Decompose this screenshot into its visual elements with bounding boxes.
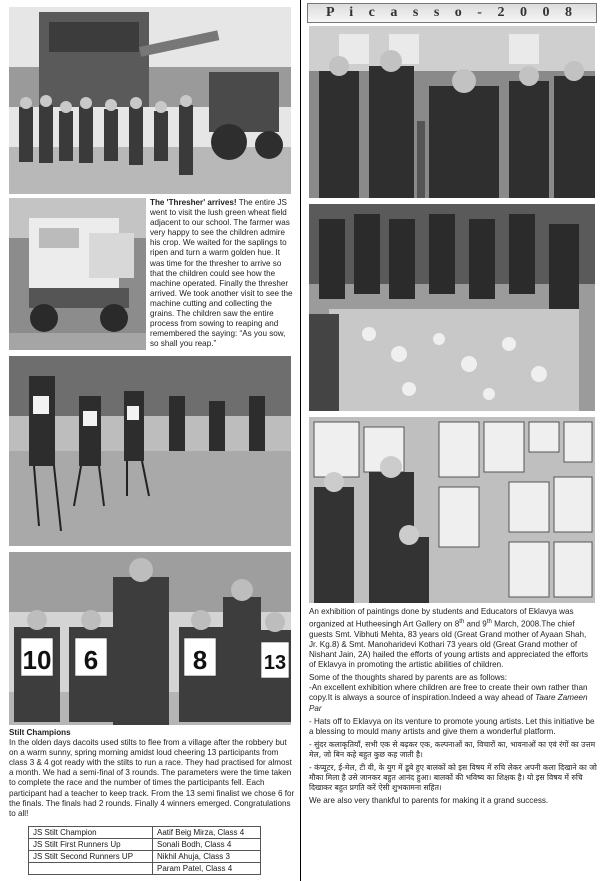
left-column: [0, 0, 300, 881]
quote-4: - कंप्यूटर, ई-मेल, टी वी, के युग में डूबे हुए बालकों को इस विषय में रुचि लेकर अपनी कला दिखाने का जो मौका मिला है उसे जानकर बहुत आनंद हुआ। बालकों की भविष्य का शिक्षक है। यो इस विषय में रुचि दिखाकर बहुत प्रगति करें ऐसी शुभकामना सहित।: [309, 763, 597, 793]
picasso-masthead: P i c a s s o - 2 0 0 8: [307, 3, 597, 23]
quote-2: - Hats off to Eklavya on its venture to promote young artists. Let this initiative be a blessing to mould many artists and give them a wonderful platform.: [309, 716, 595, 736]
result-category: JS Stilt First Runners Up: [29, 839, 153, 851]
result-winner: Sonali Bodh, Class 4: [153, 839, 261, 851]
picasso-intro: [309, 607, 597, 670]
intro-part: An exhibition of paintings done by students and Educators of Eklavya was organized at Hutheesingh Art Gallery on 8: [309, 607, 574, 629]
result-category: [29, 863, 153, 875]
quote-text: -An excellent exhibition where children are free to create their own rather than copy.It is always a source of inspiration.Indeed a way ahead of: [309, 683, 588, 703]
stilt-results-table: [28, 826, 261, 875]
right-column: [300, 0, 602, 881]
table-row: [29, 839, 261, 851]
ordinal-suffix: th: [459, 619, 465, 626]
result-winner: Param Patel, Class 4: [153, 863, 261, 875]
intro-part: and 9: [464, 619, 487, 629]
stilt-bib-2: 6: [83, 645, 99, 675]
table-row: [29, 827, 261, 839]
table-row: [29, 863, 261, 875]
picasso-article: [309, 607, 597, 809]
stilt-bib-3: 8: [192, 645, 208, 675]
result-winner: Nikhil Ahuja, Class 3: [153, 851, 261, 863]
lamp-lighting-photo: [309, 26, 595, 198]
stilt-body: In the olden days dacoits used stilts to flee from a village after the robbery but on a warm sunny, spring morning amidst loud cheering 13 participants from class 3 & 4 got ready with the stilts to run a race. They had practised for almost a month. We had a semi-final of 3 rounds. The parameters were the time taken to complete the race and the number of times the participants fell. Each participant had a teacher to keep track. From the 13 semi finalist we chose 6 for the finals. The finals had 2 rounds. Finally 4 winners emerged. Congratulations to all!: [9, 738, 295, 818]
result-category: JS Stilt Second Runners UP: [29, 851, 153, 863]
result-category: JS Stilt Champion: [29, 827, 153, 839]
stilt-article: [9, 728, 295, 819]
closing-note: We are also very thankful to parents for making it a grand success.: [309, 796, 549, 806]
quote-1: [309, 683, 597, 713]
stilt-title: Stilt Champions: [9, 728, 71, 737]
stilt-race-photo: [9, 356, 291, 546]
intro-part: March, 2008.The chief guests Smt. Vibhuti Mehta, 83 years old (Great Grand mother of Ayaan Shah, Jr. Kg.8) & Smt. Manoharidevi Kothari 73 years old (Great Grand mother of Nishant Jain, 2A) hailed the efforts of young artists and appreciated the efforts of Eklavya in promoting the artistic abilities of children.: [309, 619, 589, 670]
gallery-paintings-photo: [309, 417, 595, 603]
ordinal-suffix: th: [486, 619, 492, 626]
thresher-machine-photo: [9, 198, 146, 350]
table-row: [29, 851, 261, 863]
stilt-bib-1: 10: [22, 645, 52, 675]
thresher-title: The 'Thresher' arrives!: [150, 198, 237, 207]
quote-title: Taare Zameen Par: [309, 693, 588, 713]
thoughts-heading: Some of the thoughts shared by parents are as follows:: [309, 673, 507, 683]
thresher-body: The entire JS went to visit the lush green wheat field adjacent to our school. The farmer was very happy to see the children admire his crop. We waited for the saplings to ripen and turn a warm golden hue. It was time for the thresher to arrive so that the children could see how the machine operated. Finally the thresher arrived. We took another visit to see the machine cutting and collecting the grains. The children saw the entire process from sowing to reaping and remembered the saying: “As you sow, so shall you reap.”: [150, 198, 293, 349]
clay-models-photo: [309, 204, 595, 411]
thresher-field-photo: [9, 7, 291, 194]
stilt-bib-4: 13: [263, 652, 287, 674]
thresher-article: [150, 198, 296, 349]
result-winner: Aatif Beig Mirza, Class 4: [153, 827, 261, 839]
quote-3: - सुंदर कलाकृतियाँ, सभी एक से बढ़कर एक, कल्पनाओं का, विचारों का, भावनाओं का एवं रंगों का उत्तम मेल, जो बिन कहे बहुत कुछ कह जाती है।: [309, 739, 596, 759]
stilt-winners-photo: [9, 552, 291, 725]
